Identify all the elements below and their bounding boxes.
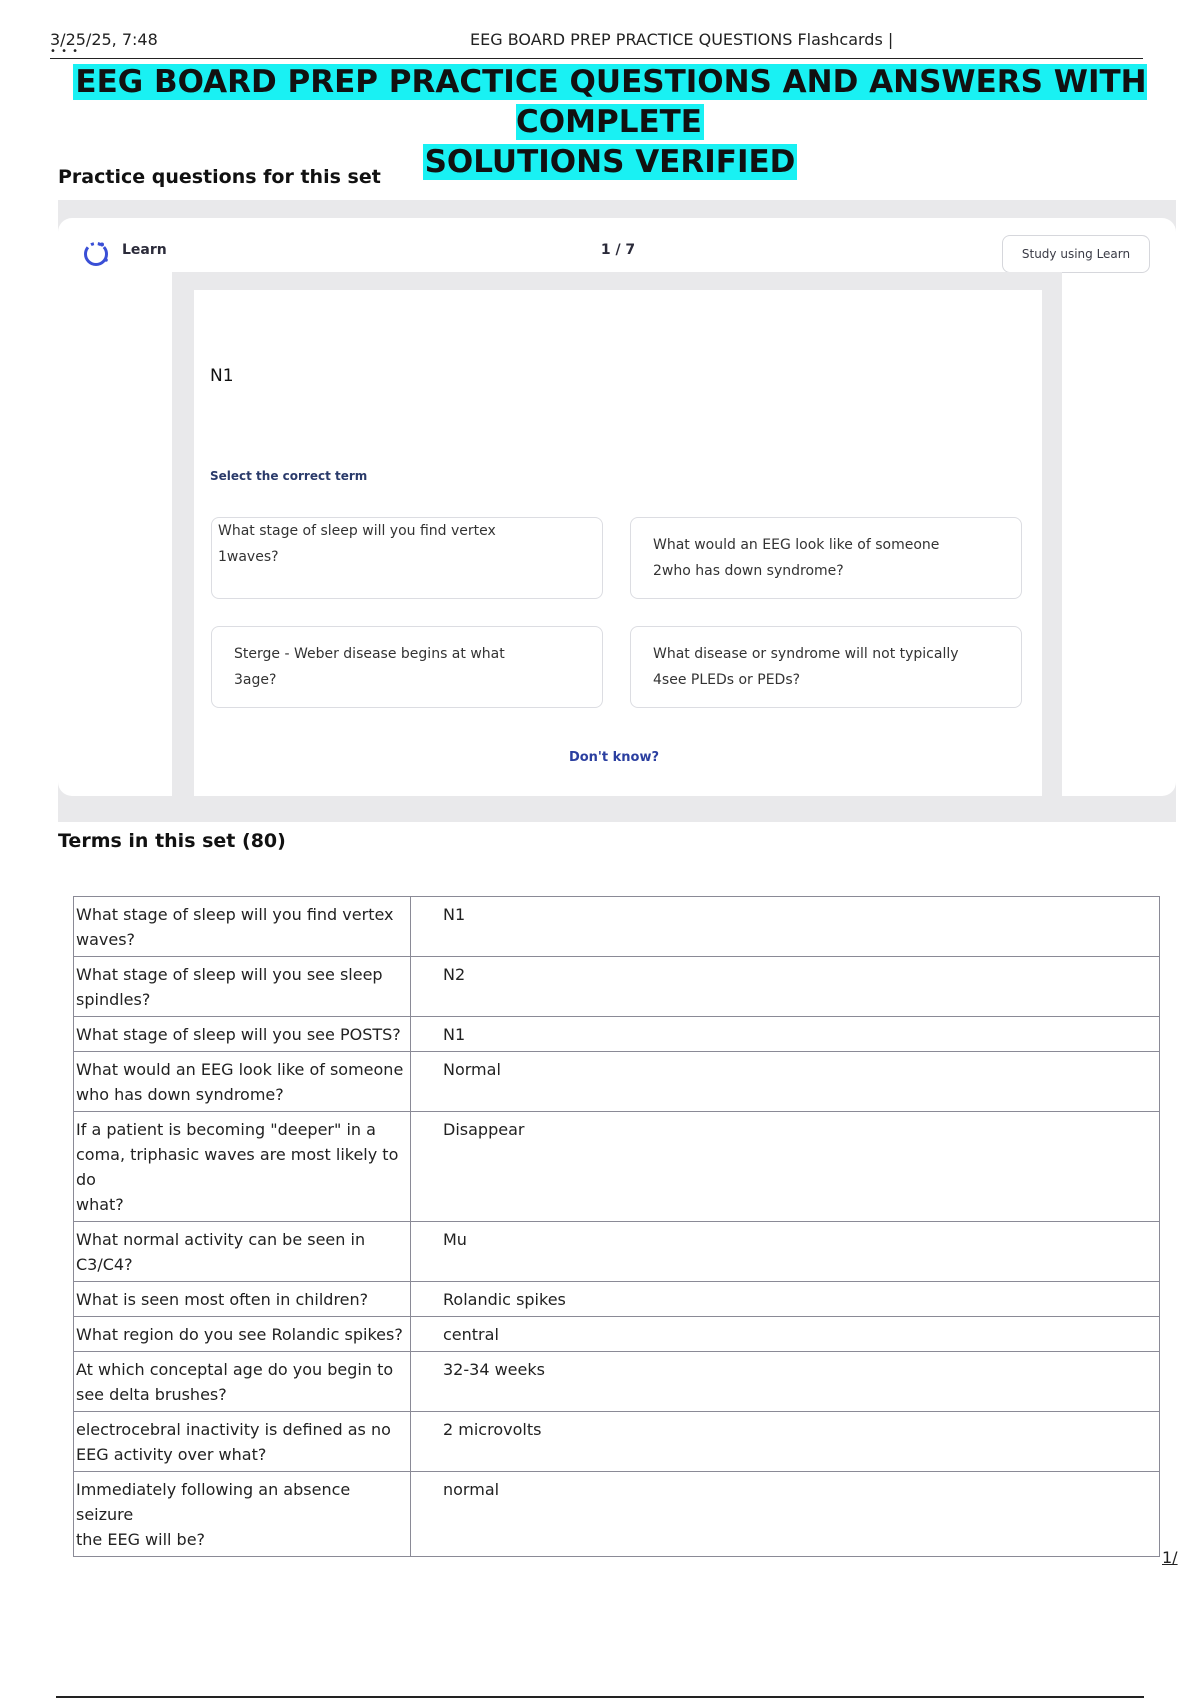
select-term-label: Select the correct term [210, 469, 368, 483]
term-question-line: coma, triphasic waves are most likely to do [76, 1145, 399, 1189]
term-answer: central [411, 1317, 1160, 1352]
term-answer: N1 [411, 1017, 1160, 1052]
term-question-line: At which conceptal age do you begin to [76, 1360, 394, 1379]
option-text: Sterge - Weber disease begins at what [234, 646, 505, 662]
term-question-line: What stage of sleep will you see sleep [76, 965, 383, 984]
term-question [74, 1352, 411, 1412]
footer-rule [56, 1696, 1144, 1698]
study-using-learn-button[interactable]: Study using Learn [1002, 235, 1150, 273]
term-question [74, 1017, 411, 1052]
term-question [74, 1472, 411, 1557]
table-row [74, 1222, 1160, 1282]
table-row [74, 897, 1160, 957]
term-question [74, 1112, 411, 1222]
option-text: 1waves? [218, 549, 279, 565]
answer-option-2[interactable] [630, 517, 1022, 599]
term-question-line: who has down syndrome? [76, 1085, 284, 1104]
question-term: N1 [210, 366, 234, 386]
term-answer: Normal [411, 1052, 1160, 1112]
term-answer: N1 [411, 897, 1160, 957]
table-row [74, 957, 1160, 1017]
table-row [74, 1317, 1160, 1352]
term-question [74, 897, 411, 957]
term-question-line: What stage of sleep will you see POSTS? [76, 1025, 401, 1044]
document-title-line2: SOLUTIONS VERIFIED [424, 144, 796, 180]
terms-heading: Terms in this set (80) [58, 830, 286, 852]
term-question [74, 1052, 411, 1112]
answer-option-1[interactable] [211, 517, 603, 599]
question-counter: 1 / 7 [600, 242, 636, 258]
term-question-line: C3/C4? [76, 1255, 133, 1274]
table-row [74, 1412, 1160, 1472]
table-row [74, 1472, 1160, 1557]
option-text: 3age? [234, 672, 277, 688]
terms-table [73, 896, 1160, 1557]
term-answer: 2 microvolts [411, 1412, 1160, 1472]
dont-know-link[interactable]: Don't know? [568, 750, 660, 765]
term-question-line: Immediately following an absence seizure [76, 1480, 351, 1524]
term-question [74, 1282, 411, 1317]
print-header [50, 28, 1143, 59]
option-text: 4see PLEDs or PEDs? [653, 672, 801, 688]
term-question-line: What stage of sleep will you find vertex [76, 905, 394, 924]
term-question-line: What would an EEG look like of someone [76, 1060, 404, 1079]
table-row [74, 1017, 1160, 1052]
practice-heading: Practice questions for this set [58, 166, 381, 188]
term-answer: 32-34 weeks [411, 1352, 1160, 1412]
document-title-line1: EEG BOARD PREP PRACTICE QUESTIONS AND ANSWERS WITH COMPLETE [75, 64, 1147, 140]
term-question [74, 1222, 411, 1282]
table-row [74, 1282, 1160, 1317]
term-question-line: what? [76, 1195, 124, 1214]
print-dots: • • • [50, 46, 80, 57]
term-answer: Rolandic spikes [411, 1282, 1160, 1317]
print-title: EEG BOARD PREP PRACTICE QUESTIONS Flashcards | [470, 30, 894, 49]
term-answer: Mu [411, 1222, 1160, 1282]
print-date: 3/25/25, 7:48 [50, 30, 158, 49]
term-question-line: What is seen most often in children? [76, 1290, 369, 1309]
option-text: What would an EEG look like of someone [653, 537, 940, 553]
term-question-line: What region do you see Rolandic spikes? [76, 1325, 403, 1344]
term-answer: Disappear [411, 1112, 1160, 1222]
page-number: 1/ [1162, 1548, 1178, 1567]
term-question-line: see delta brushes? [76, 1385, 227, 1404]
option-text: What disease or syndrome will not typically [653, 646, 959, 662]
term-question-line: waves? [76, 930, 136, 949]
option-text: What stage of sleep will you find vertex [218, 523, 496, 539]
term-question [74, 1412, 411, 1472]
table-row [74, 1052, 1160, 1112]
term-answer: normal [411, 1472, 1160, 1557]
table-row [74, 1112, 1160, 1222]
learn-label[interactable]: Learn [122, 242, 167, 258]
answer-option-3[interactable] [211, 626, 603, 708]
term-question-line: What normal activity can be seen in [76, 1230, 366, 1249]
term-question-line: EEG activity over what? [76, 1445, 267, 1464]
term-question [74, 1317, 411, 1352]
document-title [40, 62, 1180, 182]
learn-progress-icon[interactable] [82, 240, 110, 268]
term-question-line: If a patient is becoming "deeper" in a [76, 1120, 376, 1139]
answer-option-4[interactable] [630, 626, 1022, 708]
option-text: 2who has down syndrome? [653, 563, 844, 579]
term-question-line: spindles? [76, 990, 151, 1009]
term-question [74, 957, 411, 1017]
term-question-line: electrocebral inactivity is defined as no [76, 1420, 391, 1439]
table-row [74, 1352, 1160, 1412]
term-answer: N2 [411, 957, 1160, 1017]
term-question-line: the EEG will be? [76, 1530, 206, 1549]
